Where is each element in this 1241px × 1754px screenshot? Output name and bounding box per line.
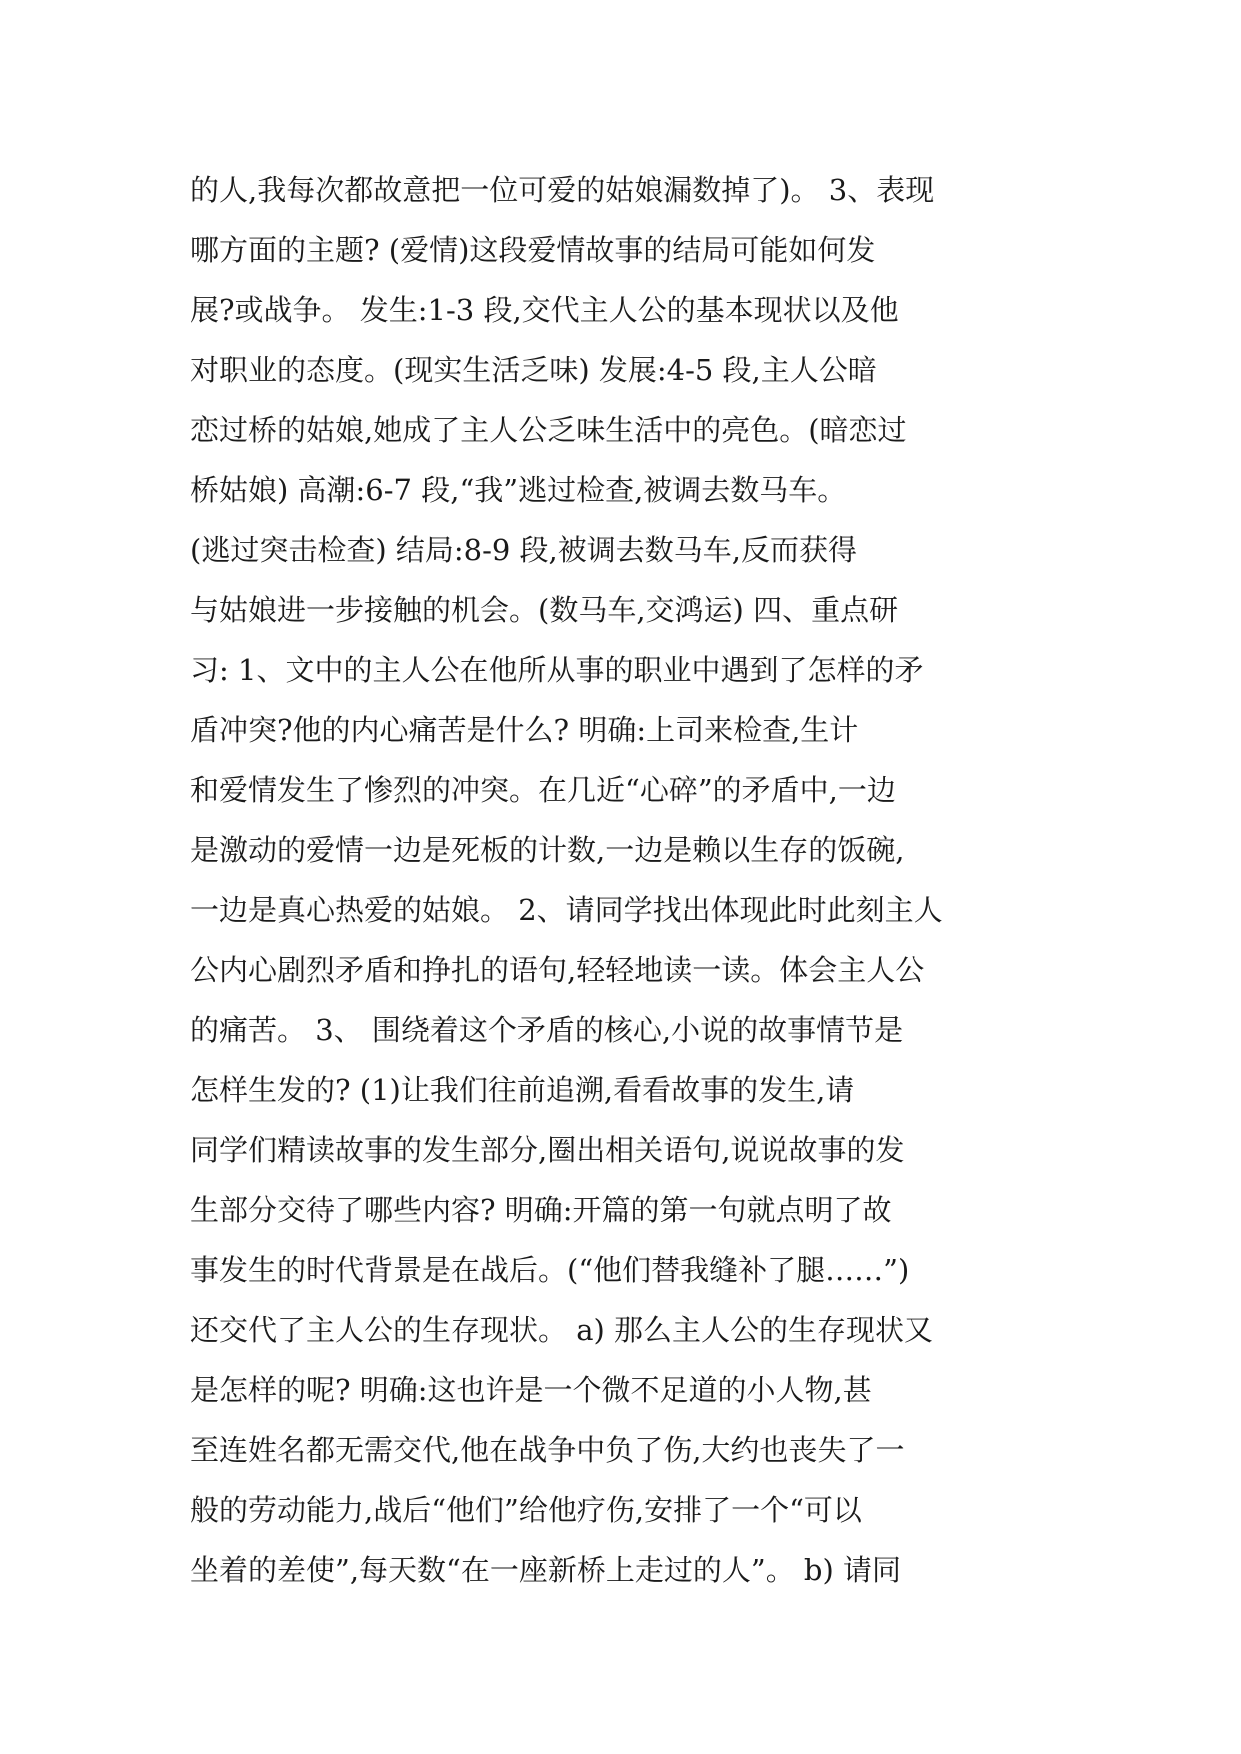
text-line: 事发生的时代背景是在战后。(“他们替我缝补了腿……”) xyxy=(190,1253,910,1287)
text-line: 怎样生发的? (1)让我们往前追溯,看看故事的发生,请 xyxy=(190,1073,855,1107)
text-line: 生部分交待了哪些内容? 明确:开篇的第一句就点明了故 xyxy=(190,1193,892,1227)
text-line: 的痛苦。 3、 围绕着这个矛盾的核心,小说的故事情节是 xyxy=(190,1013,904,1047)
text-line: 对职业的态度。(现实生活乏味) 发展:4-5 段,主人公暗 xyxy=(190,353,877,387)
text-line: 是激动的爱情一边是死板的计数,一边是赖以生存的饭碗, xyxy=(190,833,905,867)
text-line: 盾冲突?他的内心痛苦是什么? 明确:上司来检查,生计 xyxy=(190,713,859,747)
body-text xyxy=(190,160,1060,1600)
text-line: 坐着的差使”,每天数“在一座新桥上走过的人”。 b) 请同 xyxy=(190,1553,902,1587)
text-line: 的人,我每次都故意把一位可爱的姑娘漏数掉了)。 3、表现 xyxy=(190,173,935,207)
text-line: 公内心剧烈矛盾和挣扎的语句,轻轻地读一读。体会主人公 xyxy=(190,953,925,987)
text-line: (逃过突击检查) 结局:8-9 段,被调去数马车,反而获得 xyxy=(190,533,857,567)
text-line: 同学们精读故事的发生部分,圈出相关语句,说说故事的发 xyxy=(190,1133,905,1167)
text-line: 和爱情发生了惨烈的冲突。在几近“心碎”的矛盾中,一边 xyxy=(190,773,896,807)
text-line: 一边是真心热爱的姑娘。 2、请同学找出体现此时此刻主人 xyxy=(190,893,943,927)
text-line: 般的劳动能力,战后“他们”给他疗伤,安排了一个“可以 xyxy=(190,1493,862,1527)
text-line: 哪方面的主题? (爱情)这段爱情故事的结局可能如何发 xyxy=(190,233,876,267)
text-line: 恋过桥的姑娘,她成了主人公乏味生活中的亮色。(暗恋过 xyxy=(190,413,907,447)
text-line: 与姑娘进一步接触的机会。(数马车,交鸿运) 四、重点研 xyxy=(190,593,899,627)
text-line: 至连姓名都无需交代,他在战争中负了伤,大约也丧失了一 xyxy=(190,1433,905,1467)
text-line: 习: 1、文中的主人公在他所从事的职业中遇到了怎样的矛 xyxy=(190,653,924,687)
text-line: 展?或战争。 发生:1-3 段,交代主人公的基本现状以及他 xyxy=(190,293,899,327)
text-line: 桥姑娘) 高潮:6-7 段,“我”逃过检查,被调去数马车。 xyxy=(190,473,847,507)
text-line: 是怎样的呢? 明确:这也许是一个微不足道的小人物,甚 xyxy=(190,1373,872,1407)
text-line: 还交代了主人公的生存现状。 a) 那么主人公的生存现状又 xyxy=(190,1313,934,1347)
